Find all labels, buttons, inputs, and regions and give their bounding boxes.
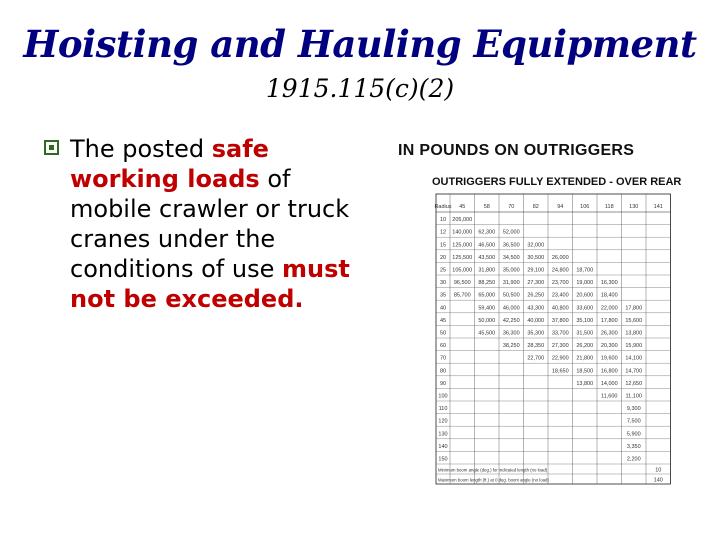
load-cell: 27,300 bbox=[527, 280, 545, 287]
load-chart-table bbox=[392, 138, 716, 484]
load-cell: 52,000 bbox=[502, 229, 520, 236]
load-cell: 14,100 bbox=[625, 355, 643, 362]
footer-label: Minimum boom angle (deg.) for indicated length (no load) bbox=[438, 467, 548, 473]
load-cell: 29,100 bbox=[527, 267, 545, 274]
radius-cell: 120 bbox=[438, 418, 448, 425]
square-bullet-icon bbox=[44, 140, 59, 155]
load-cell: 26,250 bbox=[527, 292, 545, 299]
load-cell: 14,700 bbox=[625, 368, 643, 375]
radius-cell: 25 bbox=[439, 267, 447, 274]
bullet-text-highlight-2: must not be exceeded. bbox=[70, 255, 350, 313]
load-cell: 30,500 bbox=[527, 254, 545, 261]
load-cell: 26,000 bbox=[551, 254, 569, 261]
radius-cell: 80 bbox=[439, 368, 447, 375]
bullet-text-highlight-1: safe working loads bbox=[70, 135, 269, 193]
radius-cell: 20 bbox=[439, 254, 447, 261]
radius-cell: 110 bbox=[438, 406, 448, 413]
load-cell: 46,500 bbox=[478, 242, 496, 249]
load-cell: 38,250 bbox=[502, 343, 520, 350]
column-header: 141 bbox=[653, 204, 663, 210]
radius-cell: 15 bbox=[439, 242, 447, 249]
load-cell: 125,500 bbox=[452, 254, 473, 261]
load-cell: 40,800 bbox=[551, 305, 569, 312]
load-cell: 28,350 bbox=[527, 343, 545, 350]
load-cell: 20,600 bbox=[576, 292, 594, 299]
load-cell: 96,500 bbox=[453, 280, 471, 287]
load-cell: 17,800 bbox=[625, 305, 643, 312]
load-cell: 31,800 bbox=[478, 267, 496, 274]
load-cell: 13,800 bbox=[576, 380, 594, 387]
load-cell: 7,500 bbox=[626, 418, 641, 425]
bullet-text-seg3: of mobile crawler or truck cranes under the conditions of use bbox=[70, 165, 350, 283]
load-cell: 50,000 bbox=[478, 317, 496, 324]
column-header: 118 bbox=[604, 204, 614, 210]
load-cell: 11,600 bbox=[601, 393, 618, 400]
load-cell: 5,900 bbox=[626, 431, 641, 438]
column-header: 130 bbox=[629, 204, 639, 210]
load-cell: 42,250 bbox=[502, 317, 520, 324]
load-cell: 18,700 bbox=[576, 267, 594, 274]
radius-cell: 50 bbox=[439, 330, 447, 337]
footer-value: 10 bbox=[655, 467, 662, 474]
load-cell: 50,500 bbox=[502, 292, 520, 299]
load-cell: 22,700 bbox=[527, 355, 545, 362]
load-cell: 17,800 bbox=[600, 317, 618, 324]
load-cell: 62,300 bbox=[478, 229, 496, 236]
footer-value: 140 bbox=[653, 477, 663, 484]
load-cell: 36,300 bbox=[502, 330, 520, 337]
load-cell: 26,200 bbox=[576, 343, 594, 350]
load-cell: 27,300 bbox=[551, 343, 569, 350]
table-frame bbox=[436, 194, 671, 484]
load-cell: 22,000 bbox=[600, 305, 618, 312]
radius-cell: 45 bbox=[439, 317, 447, 324]
bullet-text bbox=[70, 134, 374, 314]
load-cell: 36,500 bbox=[502, 242, 520, 249]
load-cell: 35,300 bbox=[527, 330, 545, 337]
load-cell: 37,800 bbox=[551, 317, 569, 324]
load-cell: 22,900 bbox=[551, 355, 569, 362]
radius-cell: 140 bbox=[438, 443, 448, 450]
radius-cell: 70 bbox=[439, 355, 447, 362]
column-header: 45 bbox=[459, 204, 466, 210]
column-header: 58 bbox=[483, 204, 490, 210]
load-cell: 205,000 bbox=[452, 217, 473, 224]
footer-label: Maximum boom length (ft.) at 0 deg. boom angle (no load) bbox=[438, 477, 549, 483]
load-cell: 15,600 bbox=[625, 317, 643, 324]
column-header: 70 bbox=[508, 204, 515, 210]
load-cell: 19,000 bbox=[576, 280, 594, 287]
load-cell: 9,300 bbox=[626, 406, 641, 413]
load-cell: 33,600 bbox=[576, 305, 594, 312]
load-cell: 15,900 bbox=[625, 343, 643, 350]
column-header: 82 bbox=[532, 204, 539, 210]
load-cell: 32,000 bbox=[527, 242, 545, 249]
bullet-item bbox=[44, 134, 374, 314]
load-cell: 11,100 bbox=[625, 393, 642, 400]
load-cell: 16,300 bbox=[600, 280, 618, 287]
load-cell: 46,000 bbox=[502, 305, 520, 312]
column-header: 94 bbox=[557, 204, 564, 210]
load-cell: 85,700 bbox=[453, 292, 471, 299]
load-cell: 24,800 bbox=[551, 267, 569, 274]
radius-cell: 130 bbox=[438, 431, 448, 438]
column-header: 106 bbox=[580, 204, 590, 210]
load-cell: 35,000 bbox=[502, 267, 520, 274]
radius-cell: 150 bbox=[438, 456, 448, 463]
load-cell: 18,500 bbox=[576, 368, 594, 375]
load-cell: 20,300 bbox=[600, 343, 618, 350]
slide-title: Hoisting and Hauling Equipment bbox=[23, 22, 697, 66]
radius-cell: 60 bbox=[439, 343, 447, 350]
load-cell: 23,700 bbox=[551, 280, 569, 287]
load-cell: 23,400 bbox=[551, 292, 569, 299]
load-cell: 26,300 bbox=[600, 330, 618, 337]
load-cell: 34,500 bbox=[502, 254, 520, 261]
load-cell: 12,650 bbox=[625, 380, 643, 387]
radius-cell: 100 bbox=[438, 393, 448, 400]
load-cell: 2,200 bbox=[626, 456, 641, 463]
load-cell: 19,600 bbox=[600, 355, 618, 362]
load-cell: 3,350 bbox=[626, 443, 641, 450]
load-cell: 43,300 bbox=[527, 305, 545, 312]
bullet-text-seg1: The posted bbox=[70, 135, 212, 163]
radius-cell: 40 bbox=[439, 305, 447, 312]
load-cell: 18,400 bbox=[600, 292, 618, 299]
radius-cell: 90 bbox=[439, 380, 447, 387]
load-cell: 59,400 bbox=[478, 305, 496, 312]
load-cell: 105,000 bbox=[452, 267, 473, 274]
load-cell: 65,000 bbox=[478, 292, 496, 299]
radius-cell: 30 bbox=[439, 280, 447, 287]
load-cell: 45,500 bbox=[478, 330, 496, 337]
radius-cell: 12 bbox=[439, 229, 447, 236]
load-cell: 40,000 bbox=[527, 317, 545, 324]
radius-cell: 35 bbox=[439, 292, 447, 299]
load-cell: 31,500 bbox=[576, 330, 594, 337]
load-cell: 125,000 bbox=[452, 242, 473, 249]
load-chart-image bbox=[392, 138, 716, 484]
load-cell: 33,700 bbox=[551, 330, 569, 337]
load-cell: 14,000 bbox=[600, 380, 618, 387]
slide-subtitle: 1915.115(c)(2) bbox=[265, 74, 455, 103]
load-cell: 21,800 bbox=[576, 355, 594, 362]
load-chart-subheading: OUTRIGGERS FULLY EXTENDED - OVER REAR bbox=[432, 176, 682, 188]
load-cell: 31,900 bbox=[502, 280, 520, 287]
load-chart-heading: IN POUNDS ON OUTRIGGERS bbox=[398, 142, 635, 159]
load-cell: 35,100 bbox=[576, 317, 594, 324]
load-cell: 88,250 bbox=[478, 280, 496, 287]
load-cell: 43,500 bbox=[478, 254, 496, 261]
load-cell: 16,800 bbox=[600, 368, 618, 375]
radius-cell: 10 bbox=[439, 217, 447, 224]
load-cell: 13,800 bbox=[625, 330, 643, 337]
load-cell: 18,650 bbox=[551, 368, 569, 375]
column-header: Radius bbox=[434, 204, 452, 210]
load-cell: 140,000 bbox=[452, 229, 473, 236]
